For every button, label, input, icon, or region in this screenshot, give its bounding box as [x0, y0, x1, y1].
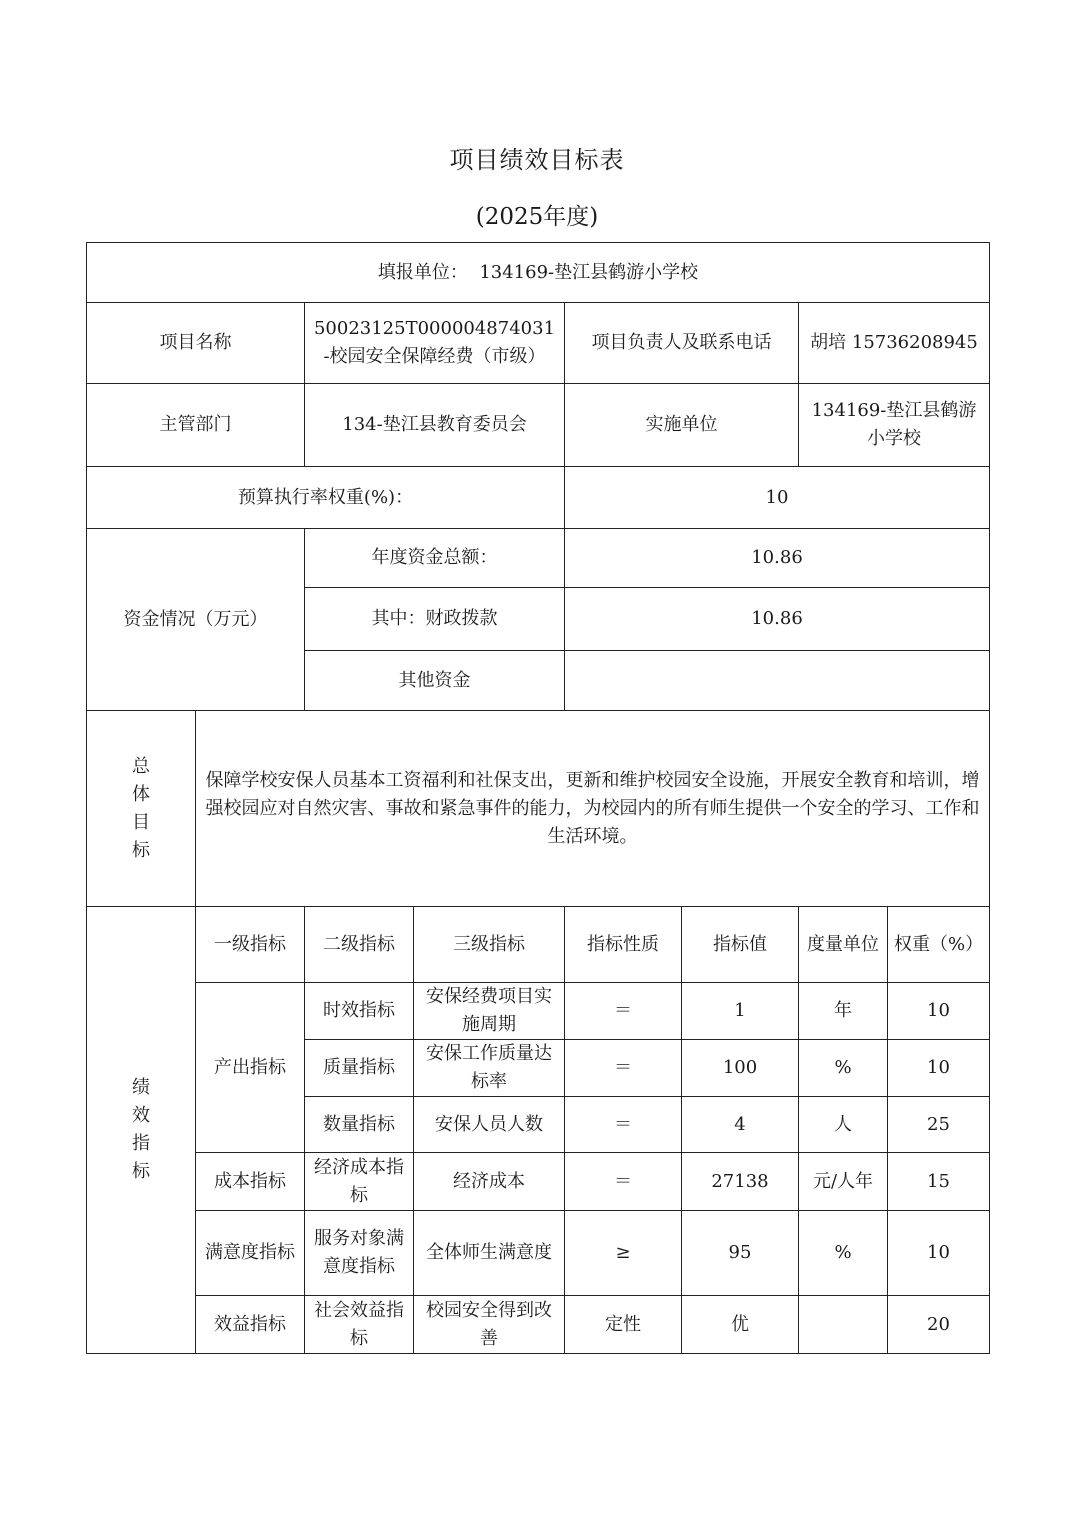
unit-cell: %: [799, 1211, 888, 1296]
weight-cell: 15: [888, 1153, 990, 1211]
header-level2: 二级指标: [305, 907, 414, 983]
indicator-header-row: [87, 907, 990, 983]
level2-cell: 社会效益指标: [305, 1296, 414, 1354]
project-contact-value: 胡培 15736208945: [799, 303, 990, 384]
performance-target-table: [86, 242, 990, 1354]
document-title: 项目绩效目标表: [449, 146, 625, 174]
budget-rate-value: 10: [565, 467, 990, 529]
nature-cell: ＝: [565, 1097, 682, 1153]
funds-other-label: 其他资金: [305, 651, 565, 711]
reporting-unit-value: 134169-垫江县鹤游小学校: [479, 261, 699, 283]
header-nature: 指标性质: [565, 907, 682, 983]
level3-cell: 校园安全得到改善: [414, 1296, 565, 1354]
nature-cell: ＝: [565, 1153, 682, 1211]
level2-cell: 数量指标: [305, 1097, 414, 1153]
nature-cell: ≥: [565, 1211, 682, 1296]
goal-label-cell: [87, 711, 196, 907]
level1-output: 产出指标: [196, 983, 305, 1153]
reporting-unit-cell: [87, 243, 990, 303]
indicators-label-cell: [87, 907, 196, 1354]
goal-label: 总体目标: [132, 755, 150, 861]
level3-cell: 全体师生满意度: [414, 1211, 565, 1296]
implementing-unit-value: 134169-垫江县鹤游小学校: [799, 384, 990, 467]
unit-row: [87, 243, 990, 303]
indicator-row: [87, 983, 990, 1040]
value-cell: 优: [682, 1296, 799, 1354]
budget-rate-row: [87, 467, 990, 529]
indicator-row: [87, 1296, 990, 1354]
funds-other-value: [565, 651, 990, 711]
weight-cell: 20: [888, 1296, 990, 1354]
weight-cell: 10: [888, 983, 990, 1040]
indicator-row: [87, 1153, 990, 1211]
level3-cell: 安保经费项目实施周期: [414, 983, 565, 1040]
funds-total-value: 10.86: [565, 529, 990, 588]
goal-row: [87, 711, 990, 907]
value-cell: 100: [682, 1040, 799, 1097]
project-name-value: 50023125T000004874031-校园安全保障经费（市级）: [305, 303, 565, 384]
unit-cell: %: [799, 1040, 888, 1097]
funds-total-label: 年度资金总额：: [305, 529, 565, 588]
nature-cell: ＝: [565, 1040, 682, 1097]
level2-cell: 时效指标: [305, 983, 414, 1040]
budget-rate-label: 预算执行率权重(%)：: [87, 467, 565, 529]
value-cell: 95: [682, 1211, 799, 1296]
funds-fiscal-label: 其中：财政拨款: [305, 588, 565, 651]
funds-label: 资金情况（万元）: [87, 529, 305, 711]
nature-cell: ＝: [565, 983, 682, 1040]
value-cell: 1: [682, 983, 799, 1040]
level3-cell: 安保人员人数: [414, 1097, 565, 1153]
nature-cell: 定性: [565, 1296, 682, 1354]
indicator-row: [87, 1211, 990, 1296]
goal-text: 保障学校安保人员基本工资福利和社保支出，更新和维护校园安全设施，开展安全教育和培训，增强校园应对自然灾害、事故和紧急事件的能力，为校园内的所有师生提供一个安全的学习、工作和生活环境。: [196, 711, 990, 907]
funds-fiscal-value: 10.86: [565, 588, 990, 651]
header-level1: 一级指标: [196, 907, 305, 983]
level2-cell: 质量指标: [305, 1040, 414, 1097]
value-cell: 27138: [682, 1153, 799, 1211]
header-unit: 度量单位: [799, 907, 888, 983]
level1-cost: 成本指标: [196, 1153, 305, 1211]
level1-benefit: 效益指标: [196, 1296, 305, 1354]
level3-cell: 安保工作质量达标率: [414, 1040, 565, 1097]
level2-cell: 经济成本指标: [305, 1153, 414, 1211]
project-contact-label: 项目负责人及联系电话: [565, 303, 799, 384]
level2-cell: 服务对象满意度指标: [305, 1211, 414, 1296]
header-value: 指标值: [682, 907, 799, 983]
indicators-label: 绩效指标: [132, 1077, 150, 1182]
level3-cell: 经济成本: [414, 1153, 565, 1211]
unit-cell: 人: [799, 1097, 888, 1153]
reporting-unit-label: 填报单位：: [377, 261, 468, 283]
department-value: 134-垫江县教育委员会: [305, 384, 565, 467]
header-weight: 权重（%）: [888, 907, 990, 983]
funds-total-row: [87, 529, 990, 588]
unit-cell: 元/人年: [799, 1153, 888, 1211]
header-level3: 三级指标: [414, 907, 565, 983]
weight-cell: 10: [888, 1211, 990, 1296]
project-name-label: 项目名称: [87, 303, 305, 384]
weight-cell: 25: [888, 1097, 990, 1153]
project-row: [87, 303, 990, 384]
unit-cell: [799, 1296, 888, 1354]
level1-satisfaction: 满意度指标: [196, 1211, 305, 1296]
implementing-unit-label: 实施单位: [565, 384, 799, 467]
weight-cell: 10: [888, 1040, 990, 1097]
document-year: (2025年度): [475, 204, 599, 230]
unit-cell: 年: [799, 983, 888, 1040]
department-row: [87, 384, 990, 467]
department-label: 主管部门: [87, 384, 305, 467]
value-cell: 4: [682, 1097, 799, 1153]
